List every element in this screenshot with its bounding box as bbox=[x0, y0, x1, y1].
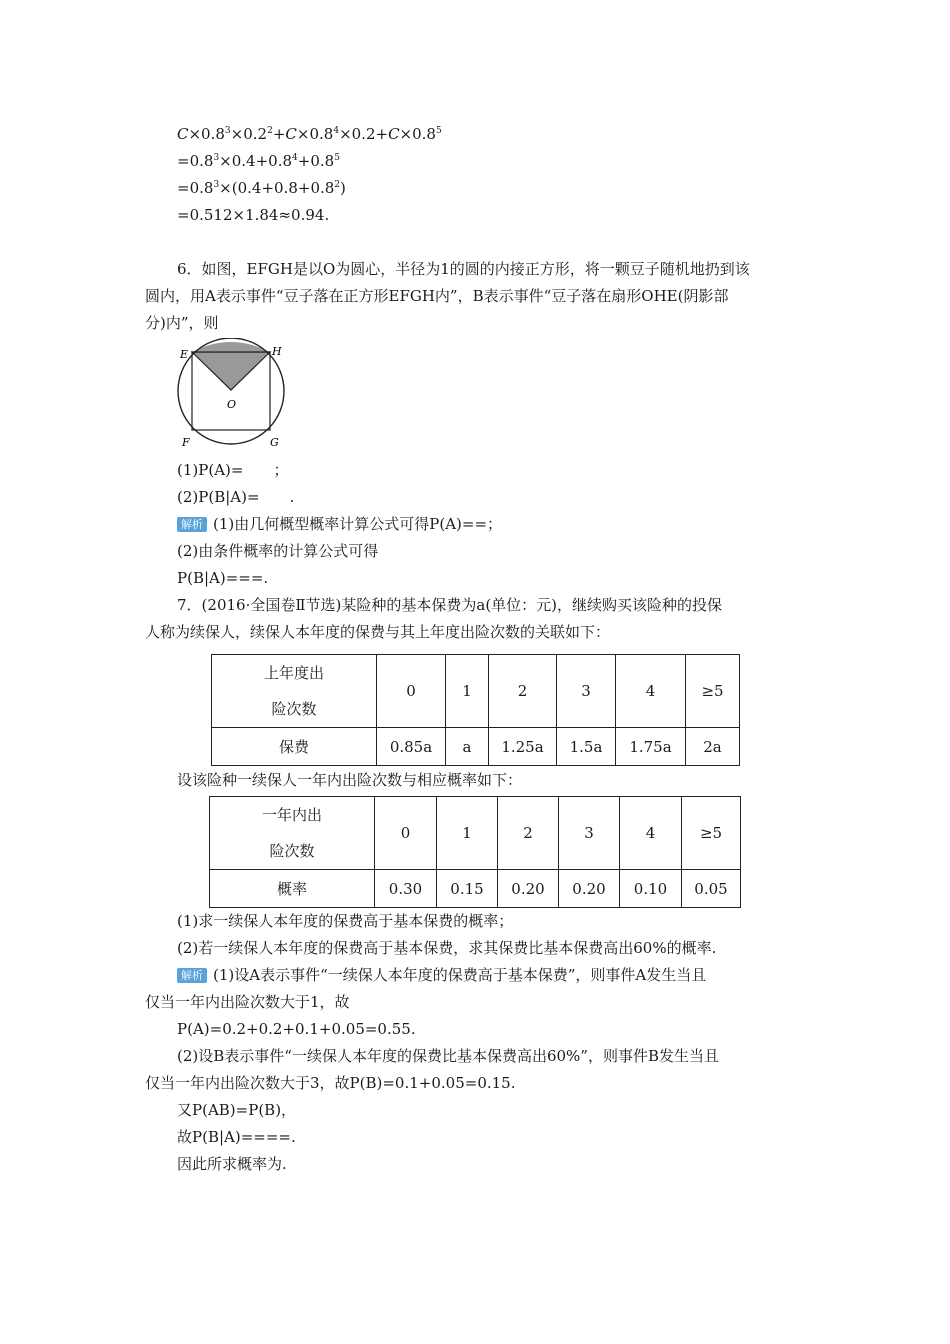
premium-table-row bbox=[212, 728, 740, 766]
q7-answer-6: 又P(AB)=P(B)， bbox=[177, 1101, 297, 1119]
q7-answer-3: P(A)=0.2+0.2+0.1+0.05=0.55. bbox=[177, 1020, 416, 1038]
table-cell: 3 bbox=[557, 655, 616, 728]
q6-solution-3: P(B|A)===. bbox=[177, 569, 269, 587]
q7-line-1: 7．(2016·全国卷Ⅱ节选)某险种的基本保费为a(单位：元)，继续购买该险种的投保 bbox=[177, 596, 723, 614]
probability-table-header-row bbox=[210, 797, 741, 870]
analysis-tag: 解析 bbox=[177, 517, 207, 532]
premium-table-header-label: 上年度出 险次数 bbox=[212, 655, 377, 728]
label-h: H bbox=[272, 345, 282, 358]
q7-answer-8: 因此所求概率为. bbox=[177, 1155, 287, 1173]
q6-solution-1: 解析 (1)由几何概型概率计算公式可得P(A)==； bbox=[177, 514, 502, 534]
table-cell: a bbox=[446, 728, 489, 766]
q6-line-1: 6．如图，EFGH是以O为圆心，半径为1的圆的内接正方形，将一颗豆子随机地扔到该 bbox=[177, 260, 750, 278]
calc-line-1: $C\times 0.8^3\times 0.2^2+C\times 0.8^4\times 0.2+C\times 0.8^5$ bbox=[177, 125, 442, 143]
table-cell: 4 bbox=[616, 655, 686, 728]
table-row-label: 保费 bbox=[212, 728, 377, 766]
calc-line-4: =0.512×1.84≈0.94. bbox=[177, 206, 330, 224]
q7-mid-text: 设该险种一续保人一年内出险次数与相应概率如下： bbox=[177, 771, 523, 789]
table-cell: 1.25a bbox=[489, 728, 557, 766]
table-cell: ≥5 bbox=[682, 797, 741, 870]
q7-answer-7: 故P(B|A)====. bbox=[177, 1128, 296, 1146]
table-cell: 0.15 bbox=[437, 870, 498, 908]
q7-answer-1: 解析 (1)设A表示事件“一续保人本年度的保费高于基本保费”，则事件A发生当且 bbox=[177, 965, 706, 985]
table-cell: 0 bbox=[375, 797, 437, 870]
premium-table-header-row bbox=[212, 655, 740, 728]
table-cell: ≥5 bbox=[686, 655, 740, 728]
q6-part-2: (2)P(B|A)= . bbox=[177, 488, 295, 506]
label-e: E bbox=[180, 348, 189, 361]
label-f: F bbox=[182, 436, 190, 449]
table-row-label: 概率 bbox=[210, 870, 375, 908]
probability-table-row bbox=[210, 870, 741, 908]
table-cell: 2 bbox=[489, 655, 557, 728]
table-cell: 0.30 bbox=[375, 870, 437, 908]
label-o: O bbox=[227, 398, 237, 411]
q7-line-2: 人称为续保人，续保人本年度的保费与其上年度出险次数的关联如下： bbox=[145, 623, 611, 641]
table-cell: 0.05 bbox=[682, 870, 741, 908]
table-cell: 4 bbox=[620, 797, 682, 870]
table-cell: 0.20 bbox=[498, 870, 559, 908]
table-cell: 1.75a bbox=[616, 728, 686, 766]
shaded-sector bbox=[192, 352, 270, 390]
probability-table bbox=[209, 796, 741, 908]
geometry-figure bbox=[168, 338, 304, 456]
table-cell: 3 bbox=[559, 797, 620, 870]
q6-line-3: 分)内”，则 bbox=[145, 314, 219, 332]
q7-answer-5: 仅当一年内出险次数大于3，故P(B)=0.1+0.05=0.15. bbox=[145, 1074, 516, 1092]
q7-ask-2: (2)若一续保人本年度的保费高于基本保费，求其保费比基本保费高出60%的概率. bbox=[177, 939, 717, 957]
table-cell: 0.20 bbox=[559, 870, 620, 908]
probability-table-header-label: 一年内出 险次数 bbox=[210, 797, 375, 870]
q7-ask-1: (1)求一续保人本年度的保费高于基本保费的概率； bbox=[177, 912, 514, 930]
calc-line-2: $=0.8^3\times 0.4+0.8^4+0.8^5$ bbox=[177, 152, 340, 170]
q6-part-1: (1)P(A)= ； bbox=[177, 461, 289, 479]
table-cell: 0 bbox=[377, 655, 446, 728]
analysis-tag: 解析 bbox=[177, 968, 207, 983]
calc-line-3: $=0.8^3\times(0.4+0.8+0.8^2)$ bbox=[177, 179, 346, 197]
q6-solution-2: (2)由条件概率的计算公式可得 bbox=[177, 542, 379, 560]
q7-answer-2: 仅当一年内出险次数大于1，故 bbox=[145, 993, 350, 1011]
premium-table bbox=[211, 654, 740, 766]
table-cell: 1.5a bbox=[557, 728, 616, 766]
q7-answer-4: (2)设B表示事件“一续保人本年度的保费比基本保费高出60%”，则事件B发生当且 bbox=[177, 1047, 719, 1065]
label-g: G bbox=[270, 436, 279, 449]
table-cell: 1 bbox=[446, 655, 489, 728]
table-cell: 2a bbox=[686, 728, 740, 766]
table-cell: 2 bbox=[498, 797, 559, 870]
table-cell: 0.85a bbox=[377, 728, 446, 766]
shaded-segment bbox=[192, 342, 270, 352]
table-cell: 1 bbox=[437, 797, 498, 870]
table-cell: 0.10 bbox=[620, 870, 682, 908]
q6-line-2: 圆内，用A表示事件“豆子落在正方形EFGH内”，B表示事件“豆子落在扇形OHE(阴影部 bbox=[145, 287, 729, 305]
